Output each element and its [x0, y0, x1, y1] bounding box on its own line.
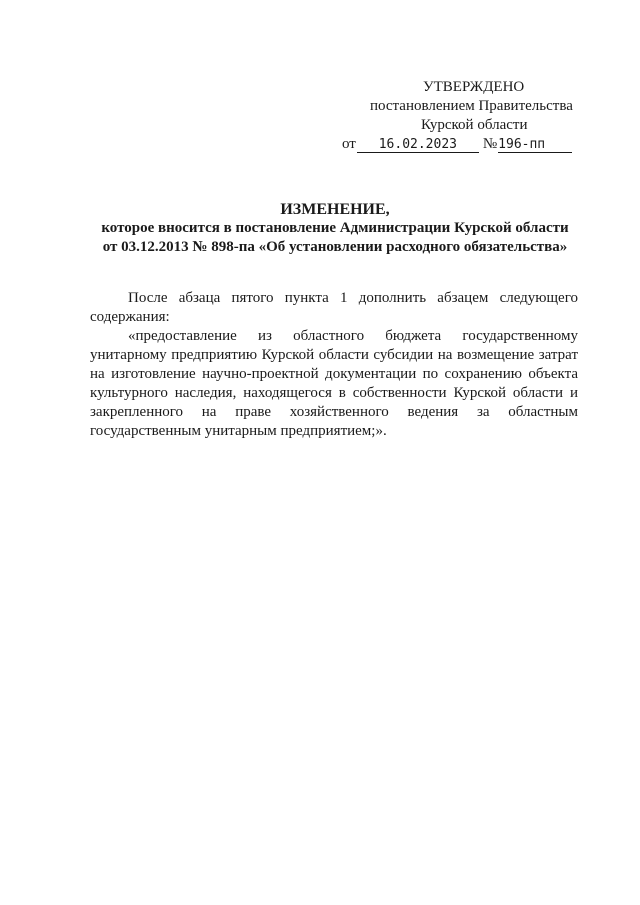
heading-line-1: которое вносится в постановление Администрации Курской области [101, 220, 569, 236]
heading-line-2: от 03.12.2013 № 898-па «Об установлении расходного обязательства» [102, 239, 568, 255]
document-body [90, 289, 578, 441]
approval-date: 16.02.2023 [357, 137, 479, 153]
approval-reference [342, 135, 572, 154]
body-paragraph-2: «предоставление из областного бюджета государственному унитарному предприятию Курской области субсидии на возмещение затрат на изготовление научно-проектной документации по сохранению объекта культурного наследия, находящегося в собственности Курской области и закрепленного на праве хозяйственного ведения за областным государственным унитарным предприятием;». [90, 328, 578, 439]
approval-region: Курской области [421, 117, 528, 133]
approval-number-prefix: № [482, 136, 498, 152]
approval-number: 196-пп [498, 137, 572, 153]
heading-title: ИЗМЕНЕНИЕ, [280, 201, 390, 218]
document-heading [60, 200, 610, 257]
approval-title: УТВЕРЖДЕНО [423, 79, 525, 95]
approval-date-prefix: от [342, 136, 356, 152]
body-paragraph-1: После абзаца пятого пункта 1 дополнить абзацем следующего содержания: [90, 290, 578, 325]
approval-by: постановлением Правительства [370, 98, 573, 114]
